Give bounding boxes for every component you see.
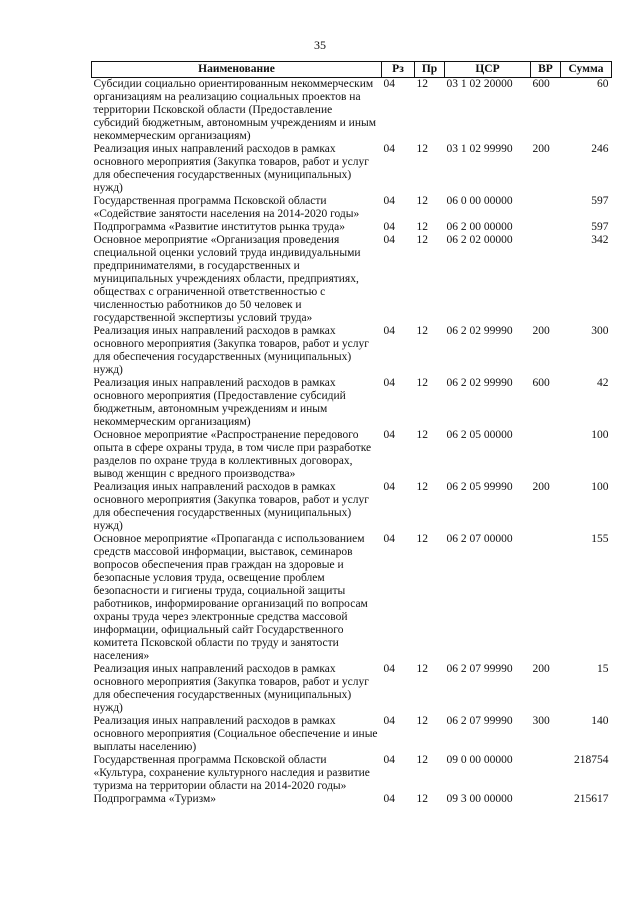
- row-csr: 03 1 02 99990: [446, 143, 513, 155]
- row-csr: 06 2 02 99990: [446, 377, 513, 389]
- budget-table: [91, 61, 612, 806]
- row-sum: 140: [591, 715, 609, 727]
- row-pr: 12: [416, 377, 428, 389]
- table-row: [92, 754, 612, 793]
- table-row: [92, 221, 612, 234]
- row-pr: 12: [416, 325, 428, 337]
- table-body: [92, 78, 612, 807]
- page-number: 35: [314, 38, 326, 52]
- row-pr: 12: [416, 234, 428, 246]
- row-vr: 200: [532, 143, 550, 155]
- row-rz: 04: [383, 195, 395, 207]
- row-sum: 15: [597, 663, 609, 675]
- row-name: Реализация иных направлений расходов в рамках основного мероприятия (Закупка товаров, работ и услуг для обеспечения государственных (муниципальных) нужд): [93, 481, 369, 532]
- table-row: [92, 325, 612, 377]
- row-rz: 04: [383, 234, 395, 246]
- row-rz: 04: [383, 715, 395, 727]
- row-pr: 12: [416, 221, 428, 233]
- row-vr: 600: [532, 78, 550, 90]
- header-pr: Пр: [415, 62, 445, 78]
- row-sum: 100: [591, 481, 609, 493]
- row-vr: 200: [532, 481, 550, 493]
- row-name: Реализация иных направлений расходов в рамках основного мероприятия (Закупка товаров, работ и услуг для обеспечения государственных (муниципальных) нужд): [93, 325, 369, 376]
- table-row: [92, 481, 612, 533]
- row-rz: 04: [383, 533, 395, 545]
- row-sum: 342: [591, 234, 609, 246]
- row-vr: 200: [532, 663, 550, 675]
- row-name: Реализация иных направлений расходов в рамках основного мероприятия (Закупка товаров, работ и услуг для обеспечения государственных (муниципальных) нужд): [93, 143, 369, 194]
- row-name: Подпрограмма «Туризм»: [93, 793, 217, 805]
- row-csr: 06 2 00 00000: [446, 221, 513, 233]
- row-vr: 200: [532, 325, 550, 337]
- row-vr: [531, 533, 561, 663]
- table-row: [92, 715, 612, 754]
- row-csr: 09 0 00 00000: [446, 754, 513, 766]
- row-name: Государственная программа Псковской области «Культура, сохранение культурного наследия и развитие туризма на территории области на 2014-2020 годы»: [93, 754, 370, 792]
- row-csr: 06 2 07 99990: [446, 715, 513, 727]
- row-rz: 04: [383, 754, 395, 766]
- row-rz: 04: [383, 377, 395, 389]
- row-sum: 215617: [574, 793, 609, 805]
- row-name: Подпрограмма «Развитие институтов рынка труда»: [93, 221, 345, 233]
- row-sum: 597: [591, 195, 609, 207]
- row-sum: 100: [591, 429, 609, 441]
- row-name: Реализация иных направлений расходов в рамках основного мероприятия (Предоставление субсидий бюджетным, автономным учреждениям и иным некоммерческим организациям): [93, 377, 346, 428]
- row-rz: 04: [383, 221, 395, 233]
- row-csr: 06 2 05 00000: [446, 429, 513, 441]
- row-sum: 42: [597, 377, 609, 389]
- table-row: [92, 377, 612, 429]
- row-vr: [531, 221, 561, 234]
- row-pr: 12: [416, 715, 428, 727]
- row-csr: 06 2 07 00000: [446, 533, 513, 545]
- row-pr: 12: [416, 793, 428, 805]
- row-sum: 155: [591, 533, 609, 545]
- row-name: Основное мероприятие «Распространение передового опыта в сфере охраны труда, в том числе при разработке разделов по охране труда в коллективных договорах, вывод женщин с вредного производства»: [93, 429, 372, 480]
- row-pr: 12: [416, 195, 428, 207]
- row-rz: 04: [383, 78, 395, 90]
- table-row: [92, 663, 612, 715]
- row-pr: 12: [416, 663, 428, 675]
- header-rz: Рз: [382, 62, 415, 78]
- row-pr: 12: [416, 429, 428, 441]
- row-vr: [531, 429, 561, 481]
- row-sum: 218754: [574, 754, 609, 766]
- row-pr: 12: [416, 78, 428, 90]
- table-row: [92, 793, 612, 806]
- row-rz: 04: [383, 429, 395, 441]
- row-sum: 60: [597, 78, 609, 90]
- row-csr: 06 2 02 00000: [446, 234, 513, 246]
- row-sum: 246: [591, 143, 609, 155]
- table-row: [92, 195, 612, 221]
- row-pr: 12: [416, 143, 428, 155]
- row-sum: 597: [591, 221, 609, 233]
- table-row: [92, 533, 612, 663]
- row-name: Основное мероприятие «Пропаганда с использованием средств массовой информации, выставок, семинаров вопросов обеспечения прав граждан на здоровые и безопасные условия труда, освещение проблем безопасности и гигиены труда, социальной защиты работников, информирование организаций по вопросам охраны труда через электронные средства массовой информации, официальный сайт Государственного комитета Псковской области по труду и занятости населения»: [93, 533, 368, 662]
- row-csr: 06 2 05 99990: [446, 481, 513, 493]
- header-csr: ЦСР: [445, 62, 531, 78]
- table-row: [92, 234, 612, 325]
- row-name: Реализация иных направлений расходов в рамках основного мероприятия (Закупка товаров, работ и услуг для обеспечения государственных (муниципальных) нужд): [93, 663, 369, 714]
- row-name: Реализация иных направлений расходов в рамках основного мероприятия (Социальное обеспечение и иные выплаты населению): [93, 715, 378, 753]
- row-rz: 04: [383, 143, 395, 155]
- row-rz: 04: [383, 793, 395, 805]
- row-csr: 09 3 00 00000: [446, 793, 513, 805]
- row-csr: 03 1 02 20000: [446, 78, 513, 90]
- header-name: Наименование: [92, 62, 382, 78]
- row-rz: 04: [383, 481, 395, 493]
- row-csr: 06 0 00 00000: [446, 195, 513, 207]
- row-name: Основное мероприятие «Организация проведения специальной оценки условий труда индивидуальными предпринимателями, в государственных и муниципальных учреждениях области, предприятиях, обществах с ограниченной ответственностью с численностью работников до 50 человек и государственной экспертизы условий труда»: [93, 234, 361, 324]
- row-vr: [531, 793, 561, 806]
- row-pr: 12: [416, 533, 428, 545]
- row-vr: 300: [532, 715, 550, 727]
- row-sum: 300: [591, 325, 609, 337]
- header-vr: ВР: [531, 62, 561, 78]
- row-pr: 12: [416, 754, 428, 766]
- row-csr: 06 2 07 99990: [446, 663, 513, 675]
- row-rz: 04: [383, 325, 395, 337]
- row-pr: 12: [416, 481, 428, 493]
- row-name: Государственная программа Псковской области «Содействие занятости населения на 2014-2020 годы»: [93, 195, 360, 220]
- row-rz: 04: [383, 663, 395, 675]
- row-vr: [531, 195, 561, 221]
- row-vr: [531, 234, 561, 325]
- row-name: Субсидии социально ориентированным некоммерческим организациям на реализацию социальных проектов на территории Псковской области (Предоставление субсидий бюджетным, автономным учреждениям и иным некоммерческим организациям): [93, 78, 376, 142]
- header-sum: Сумма: [561, 62, 612, 78]
- table-row: [92, 143, 612, 195]
- row-vr: 600: [532, 377, 550, 389]
- table-row: [92, 429, 612, 481]
- row-vr: [531, 754, 561, 793]
- row-csr: 06 2 02 99990: [446, 325, 513, 337]
- table-header: [92, 62, 612, 78]
- table-row: [92, 78, 612, 144]
